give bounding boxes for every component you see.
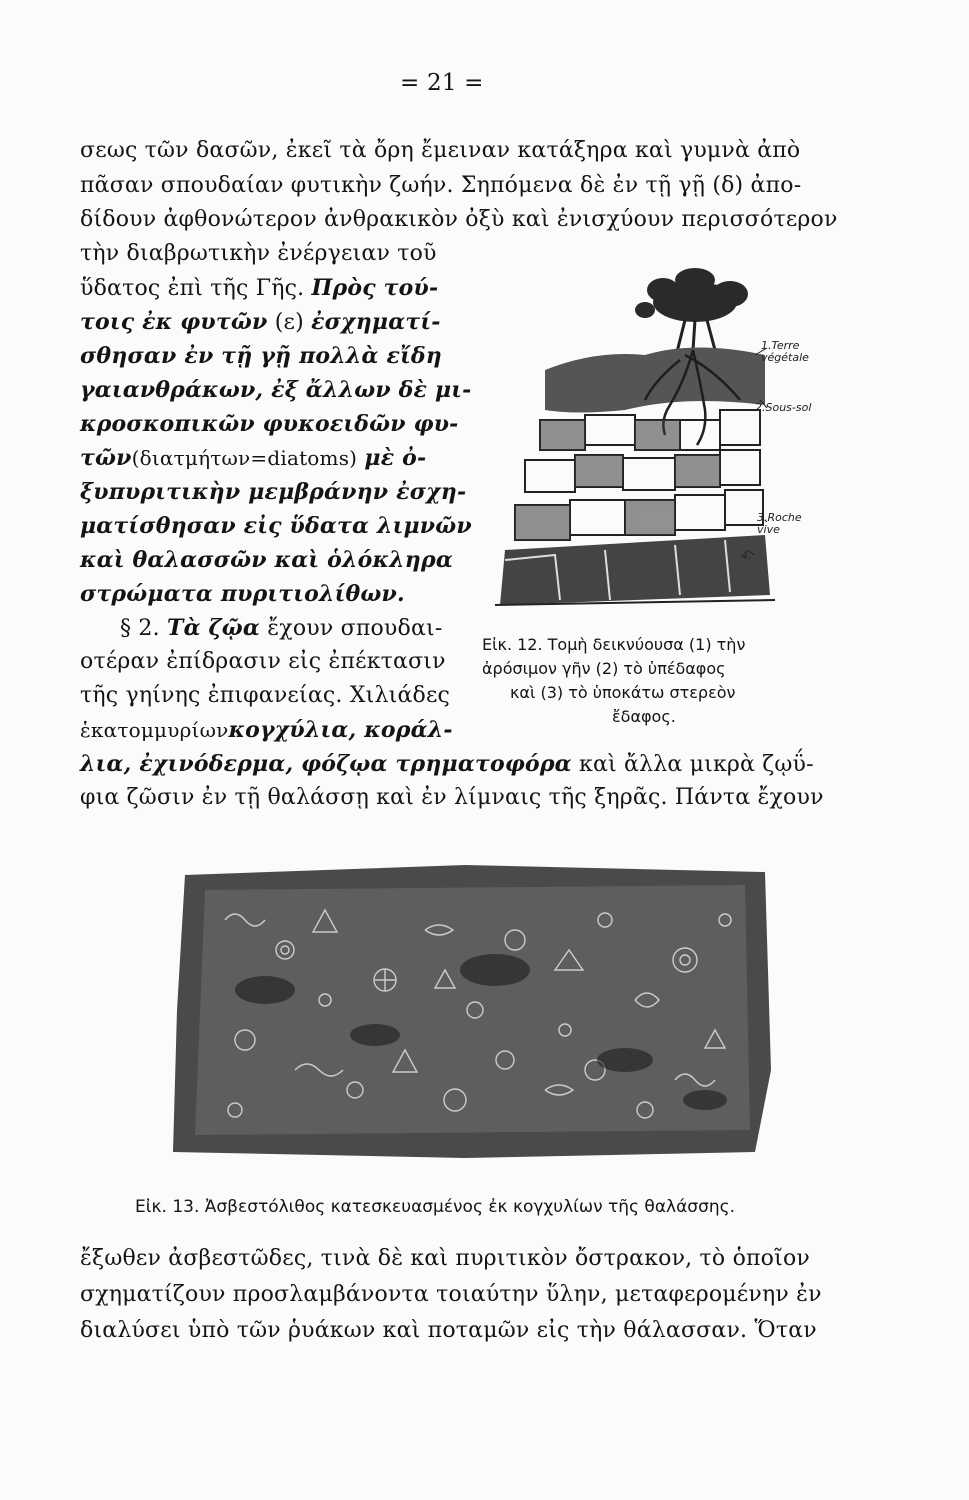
text-line: [80, 751, 814, 778]
bold-span: τοις ἐκ φυτῶν: [80, 309, 268, 335]
text-line: σχηματίζουν προσλαμβάνοντα τοιαύτην ὕλην, μεταφερομένην ἐν: [80, 1282, 822, 1307]
text-line: διαλύσει ὑπὸ τῶν ῥυάκων καὶ ποταμῶν εἰς τὴν θάλασσαν. Ὅταν: [80, 1318, 817, 1343]
fig13-caption: Εἰκ. 13. Ἀσβεστόλιθος κατεσκευασμένος ἐκ κογχυλίων τῆς θαλάσσης.: [135, 1197, 736, 1217]
text-span: καὶ ἄλλα μικρὰ ζῳΰ-: [579, 752, 814, 777]
text-span: (ε): [274, 310, 304, 335]
text-line: καὶ θαλασσῶν καὶ ὁλόκληρα: [80, 547, 453, 573]
bold-span: τῶν: [80, 445, 132, 471]
label-4: 4.: [741, 549, 752, 562]
bold-span: λια, ἐχινόδερμα, φόζῳα τρηματοφόρα: [80, 751, 572, 777]
text-line: γαιανθράκων, ἐξ ἄλλων δὲ μι-: [80, 377, 472, 403]
text-span: (διατμήτων=diatoms): [131, 446, 358, 470]
text-line: ματίσθησαν εἰς ὕδατα λιμνῶν: [80, 513, 472, 539]
figure-12: [485, 260, 835, 630]
page-number: = 21 =: [400, 70, 484, 96]
text-line: οτέραν ἐπίδρασιν εἰς ἐπέκτασιν: [80, 649, 446, 674]
text-line: στρώματα πυριτιολίθων.: [80, 581, 405, 607]
text-span: § 2.: [120, 616, 160, 641]
text-line: φια ζῶσιν ἐν τῇ θαλάσσῃ καὶ ἐν λίμναις τῆς ξηρᾶς. Πάντα ἔχουν: [80, 785, 824, 810]
figure-13: [165, 860, 777, 1160]
text-line: τὴν διαβρωτικὴν ἐνέργειαν τοῦ: [80, 241, 437, 266]
fig12-caption-line: ἔδαφος.: [612, 707, 676, 726]
label-sous-sol: 2.Sous-sol: [755, 401, 812, 414]
text-line: [80, 275, 438, 302]
text-line: τῆς γηίνης ἐπιφανείας. Χιλιάδες: [80, 683, 451, 708]
text-line: [80, 717, 453, 744]
label-terre-vegetale: 1.Terre végétale: [761, 339, 809, 364]
text-line: ἔξωθεν ἀσβεστῶδες, τινὰ δὲ καὶ πυριτικὸν ὄστρακον, τὸ ὁποῖον: [80, 1246, 810, 1271]
soil-section-illustration: [485, 260, 835, 630]
text-span: ἑκατομμυρίων: [80, 718, 229, 742]
fig12-caption-line: καὶ (3) τὸ ὑποκάτω στερεὸν: [510, 683, 736, 702]
text-line: πᾶσαν σπουδαίαν φυτικὴν ζωήν. Σηπόμενα δὲ ἐν τῇ γῇ (δ) ἀπο-: [80, 173, 802, 198]
label-roche-vive: 3.Roche vive: [757, 511, 802, 536]
text-span: ὕδατος ἐπὶ τῆς Γῆς.: [80, 276, 305, 301]
text-line: ξυπυριτικὴν μεμβράνην ἐσχη-: [80, 479, 467, 505]
text-line: κροσκοπικῶν φυκοειδῶν φυ-: [80, 411, 459, 437]
text-line: σεως τῶν δασῶν, ἐκεῖ τὰ ὄρη ἔμειναν κατάξηρα καὶ γυμνὰ ἀπὸ: [80, 138, 801, 163]
bold-span: μὲ ὀ-: [364, 445, 427, 471]
bold-span: Τὰ ζῷα: [167, 615, 261, 641]
text-line: [120, 615, 442, 642]
text-line: [80, 445, 426, 472]
bold-span: κογχύλια, κοράλ-: [228, 717, 453, 743]
text-span: ἔχουν σπουδαι-: [267, 616, 443, 641]
bold-span: Πρὸς τού-: [311, 275, 439, 301]
text-line: σθησαν ἐν τῇ γῇ πολλὰ εἴδη: [80, 343, 443, 369]
fig12-caption-line: ἀρόσιμον γῆν (2) τὸ ὑπέδαφος: [482, 659, 726, 678]
limestone-shells-illustration: [165, 860, 777, 1160]
fig12-caption-line: Εἰκ. 12. Τομὴ δεικνύουσα (1) τὴν: [482, 635, 746, 654]
text-line: δίδουν ἀφθονώτερον ἀνθρακικὸν ὀξὺ καὶ ἐνισχύουν περισσότερον: [80, 207, 838, 232]
bold-span: ἐσχηματί-: [311, 309, 441, 335]
text-line: [80, 309, 441, 336]
